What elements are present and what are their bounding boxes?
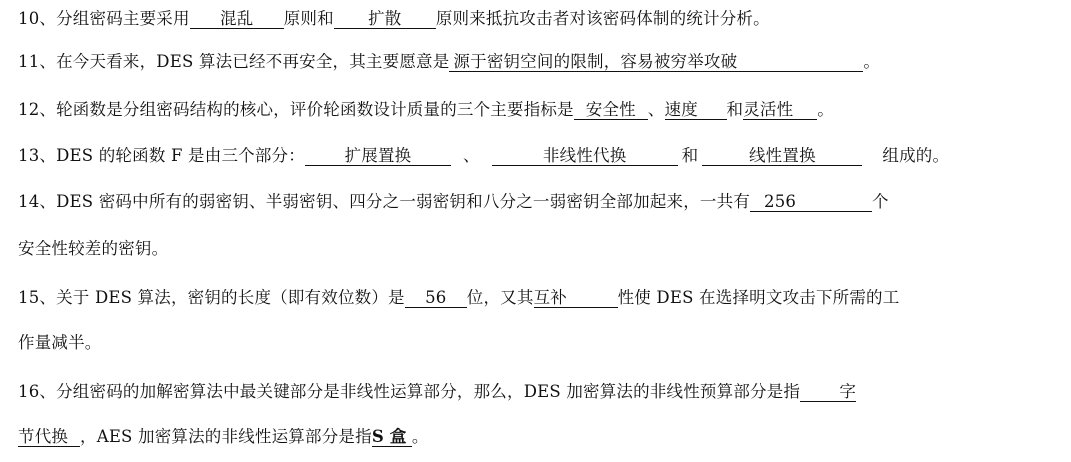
q10-blank-2: 扩散	[334, 9, 436, 29]
q12-sep: 、	[647, 100, 665, 119]
question-16-continuation	[18, 425, 429, 449]
q10-suffix: 原则来抵抗攻击者对该密码体制的统计分析。	[435, 9, 770, 28]
q15-blank-2: 互补	[534, 288, 618, 308]
question-14-continuation	[18, 237, 168, 261]
q13-blank-3: 线性置换	[702, 146, 862, 166]
q14-line-2: 安全性较差的密钥。	[18, 239, 169, 258]
q12-prefix: 12、轮函数是分组密码结构的核心，评价轮函数设计质量的三个主要指标是	[18, 100, 574, 119]
q14-suffix: 个	[872, 192, 889, 211]
q15-suffix: 性使 DES 在选择明文攻击下所需的工	[617, 288, 900, 307]
q16-prefix: 16、分组密码的加解密算法中最关键部分是非线性运算部分，那么，DES 加密算法的非线性预算部分是指	[18, 382, 801, 401]
q13-blank-1: 扩展置换	[305, 146, 451, 166]
q14-prefix: 14、DES 密码中所有的弱密钥、半弱密钥、四分之一弱密钥和八分之一弱密钥全部加起来，一共有	[18, 192, 751, 211]
question-16	[18, 380, 856, 404]
q15-mid: 位，又其	[466, 288, 534, 307]
q10-blank-1: 混乱	[190, 9, 284, 29]
q10-prefix: 10、分组密码主要采用	[18, 9, 190, 28]
q12-blank-3: 灵活性	[743, 100, 817, 120]
question-13	[18, 144, 949, 168]
q16-mid: ，AES 加密算法的非线性运算部分是指	[80, 427, 372, 446]
q12-blank-2: 速度	[665, 100, 727, 120]
q13-blank-2: 非线性代换	[492, 146, 678, 166]
question-15	[18, 286, 899, 310]
q13-sep: 、	[462, 146, 480, 165]
q16-blank-1-part-a: 字	[800, 382, 856, 402]
q11-prefix: 11、在今天看来，DES 算法已经不再安全，其主要愿意是	[18, 52, 450, 71]
q16-blank-2: S 盒	[372, 427, 412, 447]
q11-suffix: 。	[863, 52, 881, 71]
q12-suffix: 。	[817, 100, 834, 119]
q15-blank-1: 56	[405, 288, 467, 308]
question-14	[18, 190, 889, 214]
q15-line-2: 作量减半。	[18, 333, 102, 352]
q15-prefix: 15、关于 DES 算法，密钥的长度（即有效位数）是	[18, 288, 405, 307]
q12-blank-1: 安全性	[574, 100, 648, 120]
q11-blank-1: 源于密钥空间的限制，容易被穷举攻破	[449, 52, 863, 72]
question-11	[18, 50, 880, 74]
q16-blank-1-part-b: 节代换	[18, 427, 80, 447]
question-12	[18, 98, 834, 122]
question-10	[18, 7, 770, 31]
q13-mid: 和	[681, 146, 699, 165]
q16-suffix: 。	[411, 427, 429, 446]
q13-suffix: 组成的。	[882, 146, 950, 165]
question-15-continuation	[18, 331, 102, 355]
q10-mid: 原则和	[283, 9, 334, 28]
q14-blank-1: 256	[750, 192, 872, 212]
q12-mid: 和	[726, 100, 744, 119]
q13-prefix: 13、DES 的轮函数 F 是由三个部分：	[18, 146, 305, 165]
